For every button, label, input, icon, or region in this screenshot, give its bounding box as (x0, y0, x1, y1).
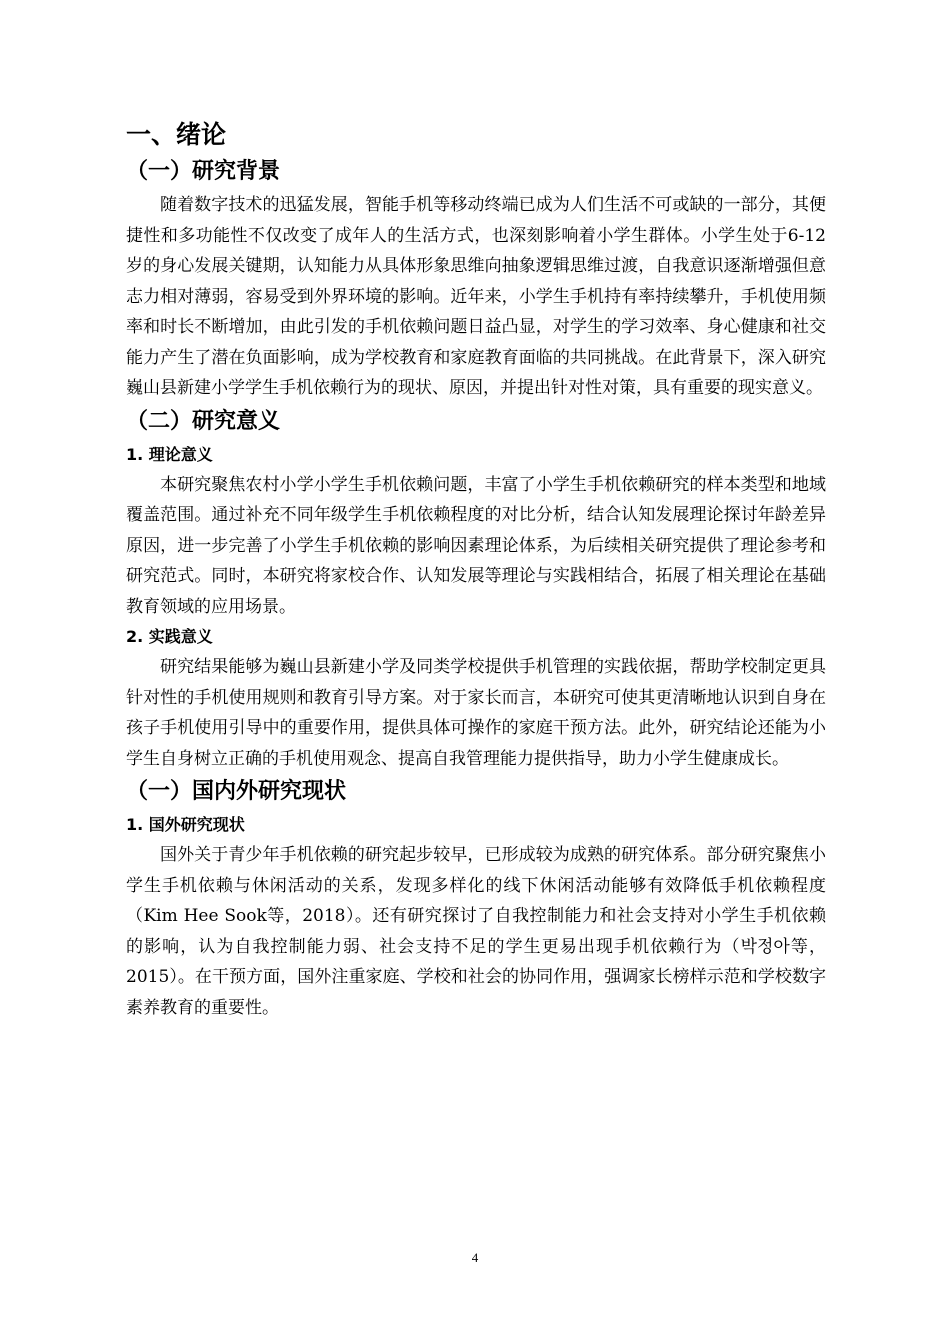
document-page (126, 116, 826, 1023)
section-heading-research-status: （一）国内外研究现状 (126, 779, 347, 804)
subheading-foreign-research: 1. 国外研究现状 (126, 815, 245, 834)
foreign-research-paragraph: 国外关于青少年手机依赖的研究起步较早，已形成较为成熟的研究体系。部分研究聚焦小学生手机依赖与休闲活动的关系，发现多样化的线下休闲活动能够有效降低手机依赖程度（Kim Hee Sook等，2018）。还有研究探讨了自我控制能力和社会支持对小学生手机依赖的影响，认为自我控制能力弱、社会支持不足的学生更易出现手机依赖行为（박정아等，2015）。在干预方面，国外注重家庭、学校和社会的协同作用，强调家长榜样示范和学校数字素养教育的重要性。 (126, 845, 826, 1018)
subheading-practical-significance: 2. 实践意义 (126, 627, 213, 646)
chapter-title: 一、绪论 (126, 120, 227, 149)
section-heading-significance: （二）研究意义 (126, 408, 281, 434)
section-heading-background: （一）研究背景 (126, 159, 281, 184)
theoretical-significance-paragraph: 本研究聚焦农村小学小学生手机依赖问题，丰富了小学生手机依赖研究的样本类型和地域覆盖范围。通过补充不同年级学生手机依赖程度的对比分析，结合认知发展理论探讨年龄差异原因，进一步完善了小学生手机依赖的影响因素理论体系，为后续相关研究提供了理论参考和研究范式。同时，本研究将家校合作、认知发展等理论与实践相结合，拓展了相关理论在基础教育领域的应用场景。 (126, 474, 826, 617)
subheading-theoretical-significance: 1. 理论意义 (126, 444, 213, 464)
background-paragraph: 随着数字技术的迅猛发展，智能手机等移动终端已成为人们生活不可或缺的一部分，其便捷性和多功能性不仅改变了成年人的生活方式，也深刻影响着小学生群体。小学生处于6-12岁的身心发展关键期，认知能力从具体形象思维向抽象逻辑思维过渡，自我意识逐渐增强但意志力相对薄弱，容易受到外界环境的影响。近年来，小学生手机持有率持续攀升，手机使用频率和时长不断增加，由此引发的手机依赖问题日益凸显，对学生的学习效率、身心健康和社交能力产生了潜在负面影响，成为学校教育和家庭教育面临的共同挑战。在此背景下，深入研究巍山县新建小学学生手机依赖行为的现状、原因，并提出针对性对策，具有重要的现实意义。 (126, 195, 826, 398)
practical-significance-paragraph: 研究结果能够为巍山县新建小学及同类学校提供手机管理的实践依据，帮助学校制定更具针对性的手机使用规则和教育引导方案。对于家长而言，本研究可使其更清晰地认识到自身在孩子手机使用引导中的重要作用，提供具体可操作的家庭干预方法。此外，研究结论还能为小学生自身树立正确的手机使用观念、提高自我管理能力提供指导，助力小学生健康成长。 (126, 657, 826, 769)
page-number: 4 (471, 1250, 479, 1265)
